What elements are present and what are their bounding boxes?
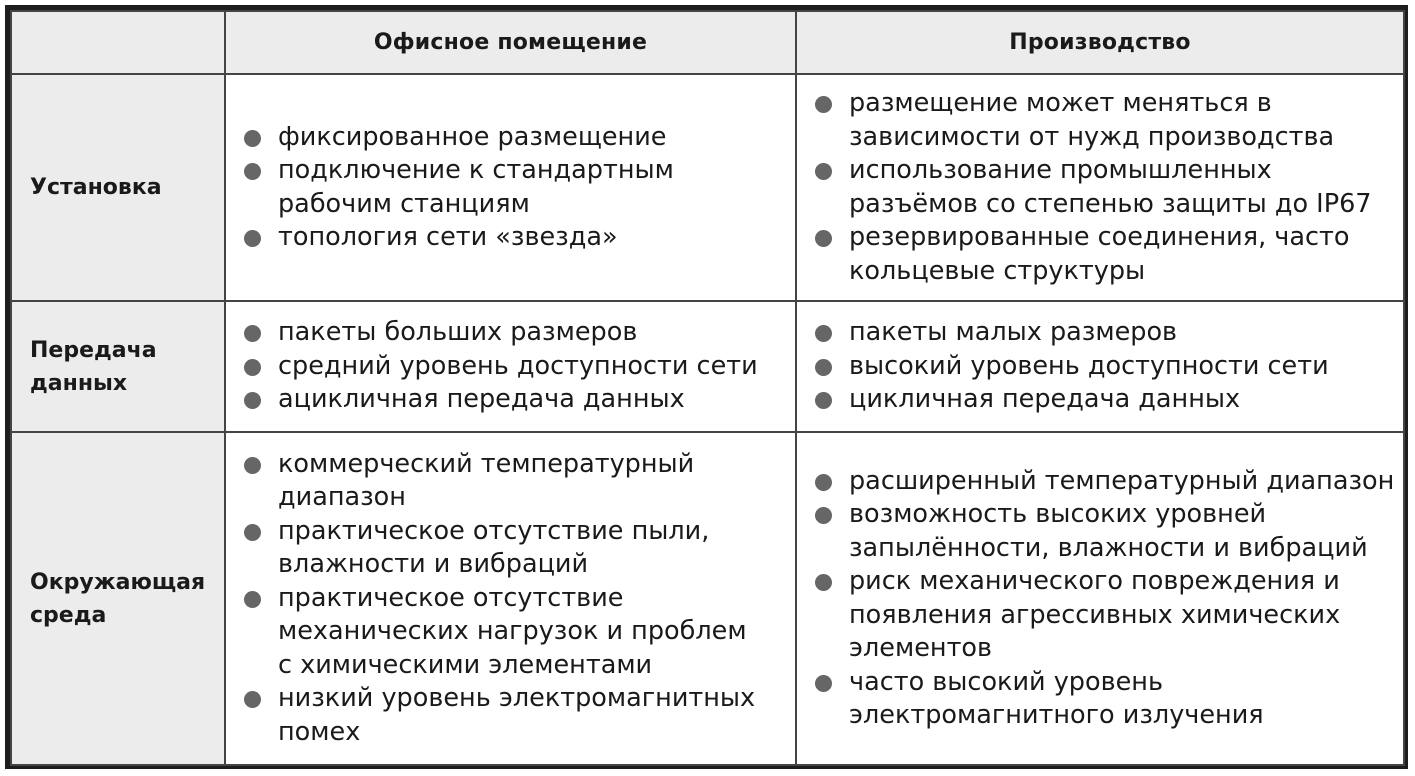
row-label: Установка: [11, 74, 225, 301]
table-row: [11, 74, 1404, 301]
bullet-list: [797, 87, 1403, 288]
office-cell: [225, 301, 796, 432]
header-production: Производство: [796, 11, 1404, 74]
list-item: риск механического повреждения и появления агрессивных химических элементов: [849, 565, 1395, 666]
row-label: Передача данных: [11, 301, 225, 432]
list-item: пакеты больших размеров: [278, 316, 787, 350]
list-item: пакеты малых размеров: [849, 316, 1395, 350]
production-cell: [796, 301, 1404, 432]
list-item: практическое отсутствие механических нагрузок и проблем с химическими элементами: [278, 582, 787, 683]
production-cell: [796, 74, 1404, 301]
list-item: расширенный температурный диапазон: [849, 465, 1395, 499]
row-label: Окружающая среда: [11, 432, 225, 765]
list-item: практическое отсутствие пыли, влажности и вибраций: [278, 515, 787, 582]
comparison-table: [10, 10, 1405, 766]
list-item: цикличная передача данных: [849, 383, 1395, 417]
table-row: [11, 432, 1404, 765]
list-item: средний уровень доступности сети: [278, 350, 787, 384]
list-item: возможность высоких уровней запылённости, влажности и вибраций: [849, 498, 1395, 565]
header-office: Офисное помещение: [225, 11, 796, 74]
list-item: резервированные соединения, часто кольцевые структуры: [849, 221, 1395, 288]
bullet-list: [797, 316, 1403, 417]
list-item: коммерческий температурный диапазон: [278, 448, 787, 515]
office-cell: [225, 74, 796, 301]
office-cell: [225, 432, 796, 765]
list-item: размещение может меняться в зависимости от нужд производства: [849, 87, 1395, 154]
bullet-list: [226, 121, 795, 255]
list-item: топология сети «звезда»: [278, 221, 787, 255]
list-item: фиксированное размещение: [278, 121, 787, 155]
bullet-list: [797, 465, 1403, 733]
bullet-list: [226, 448, 795, 750]
list-item: низкий уровень электромагнитных помех: [278, 682, 787, 749]
header-row: [11, 11, 1404, 74]
list-item: использование промышленных разъёмов со степенью защиты до IP67: [849, 154, 1395, 221]
header-empty-cell: [11, 11, 225, 74]
list-item: часто высокий уровень электромагнитного излучения: [849, 666, 1395, 733]
production-cell: [796, 432, 1404, 765]
table-row: [11, 301, 1404, 432]
list-item: ацикличная передача данных: [278, 383, 787, 417]
list-item: подключение к стандартным рабочим станциям: [278, 154, 787, 221]
list-item: высокий уровень доступности сети: [849, 350, 1395, 384]
bullet-list: [226, 316, 795, 417]
